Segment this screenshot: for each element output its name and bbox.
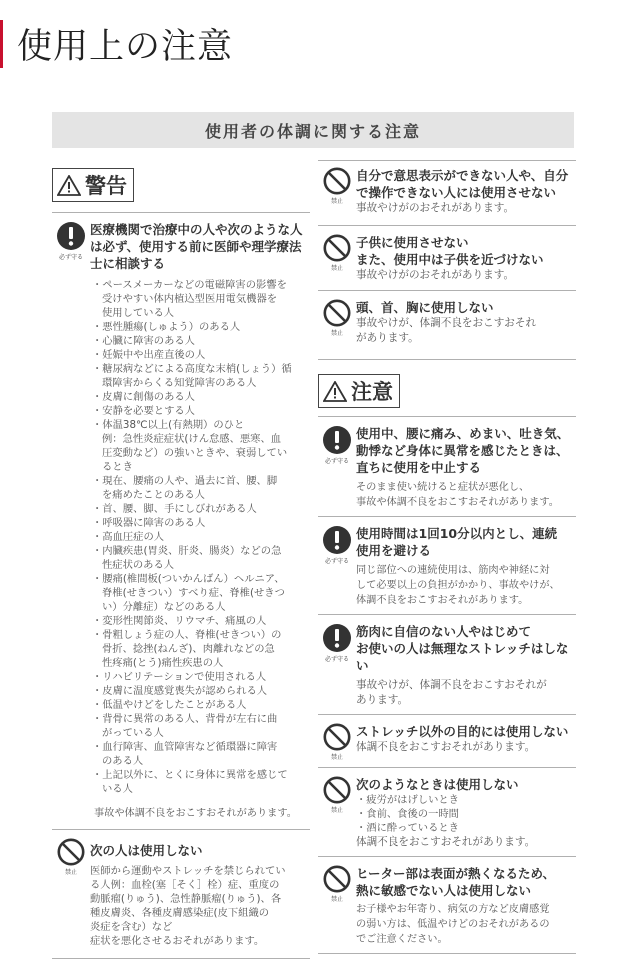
warning-label: 警告 [52,168,134,202]
prohibit-heading: ストレッチ以外の目的には使用しない [356,724,569,739]
prohibit-note: 事故やけがのおそれがあります。 [356,202,515,214]
warning-block-consult [52,213,310,796]
exclamation-icon [56,221,86,251]
caution-note: そのまま使い続けると症状が悪化し、 事故や体調不良をおこすおそれがあります。 [356,482,559,508]
list-item: ・ 血行障害、血管障害など循環器に障害 のある人 [90,740,310,768]
prohibition-icon [323,723,351,751]
prohibit-note: お子様やお年寄り、病気の方など皮膚感覚 の弱い方は、低温やけどのおそれがあるの でご注意ください。 [356,904,550,945]
list-item: ・ 現在、腰痛の人や、過去に首、腰、脚 を痛めたことのある人 [90,474,310,502]
list-item: ・ 皮膚に温度感覚喪失が認められる人 [90,684,310,698]
prohibit-heading: ヒーター部は表面が熱くなるため、 熱に敏感でない人は使用しない [356,866,556,898]
prohibit-note: 事故やけがのおそれがあります。 [356,269,515,281]
list-item: ・ 疲労がはげしいとき [356,793,576,807]
list-item: ・ ペースメーカーなどの電磁障害の影響を 受けやすい体内植込型医用電気機器を 使用している人 [90,278,310,320]
section-banner: 使用者の体調に関する注意 [52,112,574,148]
prohibit-block-self-operation: 禁止 自分で意思表示ができない人や、自分 で操作できない人には使用させない 事故やけがのおそれがあります。 [318,161,576,219]
list-item: ・ 食前、食後の一時間 [356,807,576,821]
list-item: ・ 妊娠中や出産直後の人 [90,348,310,362]
prohibition-icon [57,838,85,866]
list-item: ・ リハビリテーションで使用される人 [90,670,310,684]
prohibit-block-children: 禁止 子供に使用させない また、使用中は子供を近づけない 事故やけがのおそれがあります。 [318,226,576,284]
list-item: ・ 腰痛(椎間板(ついかんばん）ヘルニア、 脊椎(せきつい）すべり症、脊椎(せきつ い）分離症）などのある人 [90,572,310,614]
list-item: ・ 上記以外に、とくに身体に異常を感じて いる人 [90,768,310,796]
list-item: ・ 内臓疾患(胃炎、肝炎、腸炎）などの急 性症状のある人 [90,544,310,572]
left-column [52,160,310,959]
caution-heading: 筋肉に自信のない人やはじめて お使いの人は無理なストレッチはしない [356,624,569,673]
prohibit-body: 医師から運動やストレッチを禁じられてい る人例：血栓(塞［そく］栓）症、重度の 動脈瘤(りゅう)、急性静脈瘤(りゅう)、各 種皮膚炎、各種皮膚感染症(皮下組織の 炎症を含む）など 症状を悪化させるおそれがあります。 [90,865,286,947]
list-item: ・ 心臓に障害のある人 [90,334,310,348]
warning-triangle-icon [57,175,81,196]
list-item: ・ 首、腰、脚、手にしびれがある人 [90,502,310,516]
caution-label: 注意 [318,374,400,408]
page-title [0,18,233,70]
caution-heading: 使用中、腰に痛み、めまい、吐き気、 動悸など身体に異常を感じたときは、 直ちに使用を中止する [356,426,570,475]
prohibit-heading: 次の人は使用しない [90,843,203,858]
prohibit-block-head-neck: 禁止 頭、首、胸に使用しない 事故やけが、体調不良をおこすおそれ があります。 [318,291,576,353]
fever-example: 例：急性炎症症状(けん怠感、悪寒、血 圧変動など）の強いときや、衰弱してい るとき [102,433,288,473]
exclamation-icon [322,623,352,653]
condition-list [90,278,310,796]
prohibition-icon [323,299,351,327]
list-item: ・ 安静を必要とする人 [90,404,310,418]
list-item: ・ 変形性関節炎、リウマチ、痛風の人 [90,614,310,628]
prohibit-block-other-purpose: 禁止 ストレッチ以外の目的には使用しない 体調不良をおこすおそれがあります。 [318,715,576,761]
prohibit-note: 体調不良をおこすおそれがあります。 [356,836,536,848]
list-item: ・ 酒に酔っているとき [356,821,576,835]
exclamation-icon [322,525,352,555]
caution-note: 事故やけが、体調不良をおこすおそれが あります。 [356,679,547,706]
list-item: ・ 悪性腫瘍(しゅよう）のある人 [90,320,310,334]
prohibit-block-persons [52,830,310,948]
list-item: ・ 背骨に異常のある人、背骨が左右に曲 がっている人 [90,712,310,740]
caution-block-no-strain: 必ず守る 筋肉に自信のない人やはじめて お使いの人は無理なストレッチはしない 事故やけが、体調不良をおこすおそれが あります。 [318,615,576,708]
caution-note: 同じ部位への連続使用は、筋肉や神経に対 して必要以上の負担がかかり、事故やけが、 体調不良をおこすおそれがあります。 [356,565,560,606]
prohibition-icon [323,776,351,804]
exclamation-icon [322,425,352,455]
prohibit-note: 体調不良をおこすおそれがあります。 [356,741,536,753]
right-column [318,160,576,954]
prohibit-block-heater: 禁止 ヒーター部は表面が熱くなるため、 熱に敏感でない人は使用しない お子様やお年寄り、病気の方など皮膚感覚 の弱い方は、低温やけどのおそれがあるの でご注意ください。 [318,857,576,947]
warning-heading: 医療機関で治療中の人や次のような人 は必ず、使用する前に医師や理学療法 士に相談する [90,222,303,271]
prohibit-heading: 子供に使用させない また、使用中は子供を近づけない [356,235,544,267]
prohibit-note: 事故やけが、体調不良をおこすおそれ があります。 [356,317,537,344]
list-item: ・ 骨粗しょう症の人、脊椎(せきつい）の 骨折、捻挫(ねんざ)、肉離れなどの急 性疼痛(とう)痛性疾患の人 [90,628,310,670]
prohibit-heading: 次のようなときは使用しない [356,777,519,792]
prohibition-icon [323,865,351,893]
page-title-text: 使用上の注意 [17,27,234,67]
prohibition-icon [323,234,351,262]
caution-block-time-limit: 必ず守る 使用時間は1回10分以内とし、連続 使用を避ける 同じ部位への連続使用は、筋肉や神経に対 して必要以上の負担がかかり、事故やけが、 体調不良をおこすおそれがあります。 [318,517,576,608]
caution-block-stop-use: 必ず守る 使用中、腰に痛み、めまい、吐き気、 動悸など身体に異常を感じたときは、 直ちに使用を中止する そのまま使い続けると症状が悪化し、 事故や体調不良をおこすおそれがあります。 [318,417,576,510]
list-item: ・ 皮膚に創傷のある人 [90,390,310,404]
caution-triangle-icon [323,381,347,402]
prohibition-icon [323,167,351,195]
list-item: ・ 呼吸器に障害のある人 [90,516,310,530]
warning-note: 事故や体調不良をおこすおそれがあります。 [94,808,297,819]
prohibit-heading: 自分で意思表示ができない人や、自分 で操作できない人には使用させない [356,168,569,200]
prohibit-caption: 禁止 [64,869,77,876]
prohibit-heading: 頭、首、胸に使用しない [356,300,494,315]
caution-heading: 使用時間は1回10分以内とし、連続 使用を避ける [356,526,558,558]
list-item: ・ 糖尿病などによる高度な末梢(しょう）循 環障害からくる知覚障害のある人 [90,362,310,390]
title-accent-bar [0,20,3,68]
list-item: ・ 高血圧症の人 [90,530,310,544]
list-item: ・ 体温38℃以上(有熱期）のひと [90,418,310,432]
must-caption: 必ず守る [58,254,83,261]
list-item: ・ 低温やけどをしたことがある人 [90,698,310,712]
prohibit-block-conditions: 禁止 次のようなときは使用しない ・ 疲労がはげしいとき ・ 食前、食後の一時間 ・ 酒に酔っているとき 体調不良をおこすおそれがあります。 [318,768,576,850]
